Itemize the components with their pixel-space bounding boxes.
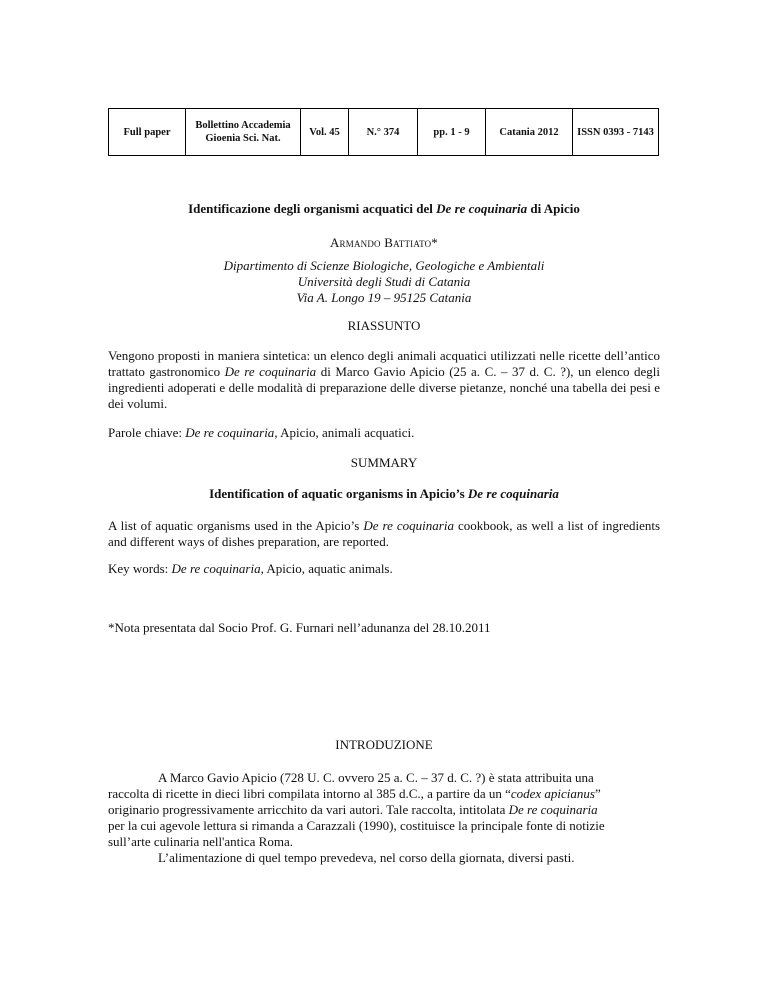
- author-name: Armando Battiato*: [329, 235, 439, 250]
- intro-text: raccolta di ricette in dieci libri compilata intorno al 385 d.C., a partire da un “: [108, 786, 511, 801]
- summary-subtitle: [0, 486, 768, 502]
- summary-paragraph: [108, 518, 660, 550]
- riassunto-text: pietanze, nonché una tabella dei pesi e dei volumi.: [108, 380, 660, 411]
- keywords-label: Key words:: [108, 561, 172, 576]
- header-journal-cell: [186, 109, 301, 156]
- affiliation-line: Dipartimento di Scienze Biologiche, Geologiche e Ambientali: [223, 258, 545, 273]
- title-text-end: di Apicio: [527, 201, 580, 216]
- title-italic: De re coquinaria: [436, 201, 528, 216]
- header-type-cell: Full paper: [109, 109, 186, 156]
- intro-heading: INTRODUZIONE: [335, 737, 433, 752]
- riassunto-text: Vengono proposti in maniera sintetica: un elenco degli animali acquatici utilizzati nelle ricette: [108, 348, 601, 363]
- keywords-text: , Apicio, animali acquatici.: [274, 425, 415, 440]
- summary-heading: SUMMARY: [350, 455, 418, 470]
- intro-text: ”: [594, 786, 601, 801]
- header-volume-cell: Vol. 45: [301, 109, 349, 156]
- keywords-italic: De re coquinaria: [171, 561, 261, 576]
- title-text: Identificazione degli organismi acquatici del: [188, 201, 437, 216]
- header-issn-cell: ISSN 0393 - 7143: [573, 109, 659, 156]
- summary-text: A list of aquatic organisms used in the Apicio’s: [108, 518, 364, 533]
- intro-line: sull’arte culinaria nell'antica Roma.: [108, 834, 293, 849]
- keywords-text: , Apicio, aquatic animals.: [260, 561, 393, 576]
- riassunto-text: C. ?), un elenco degli ingredienti adoperati e delle modalità di preparazione delle diverse: [108, 364, 660, 395]
- keywords-label: Parole chiave:: [108, 425, 186, 440]
- riassunto-heading: RIASSUNTO: [347, 318, 421, 333]
- summary-subtitle-text: Identification of aquatic organisms in Apicio’s: [209, 486, 468, 501]
- riassunto-text: dell’antico trattato gastronomico: [108, 348, 660, 379]
- summary-text: ingredients and different ways of dishes preparation, are reported.: [108, 518, 661, 549]
- summary-keywords: [108, 561, 660, 577]
- affiliation: [0, 258, 768, 306]
- riassunto-paragraph: [108, 348, 660, 412]
- journal-name: Bollettino Accademia Gioenia Sci. Nat.: [195, 120, 291, 144]
- intro-text: originario progressivamente arricchito da vari autori. Tale raccolta, intitolata: [108, 802, 509, 817]
- riassunto-italic: De re coquinaria: [224, 364, 317, 379]
- header-table: [108, 108, 659, 156]
- riassunto-text: di Marco Gavio Apicio (25 a. C. – 37 d.: [316, 364, 540, 379]
- intro-line: [108, 786, 660, 802]
- riassunto-keywords: [108, 425, 660, 441]
- intro-line: L’alimentazione di quel tempo prevedeva, nel corso della giornata, diversi pasti.: [158, 850, 575, 865]
- affiliation-line: Via A. Longo 19 – 95125 Catania: [296, 290, 472, 305]
- intro-paragraph: [108, 770, 660, 866]
- intro-italic: codex apicianus: [510, 786, 595, 801]
- intro-line: A Marco Gavio Apicio (728 U. C. ovvero 25 a. C. – 37 d. C. ?) è stata attribuita una: [158, 770, 594, 785]
- summary-subtitle-italic: De re coquinaria: [467, 486, 559, 501]
- affiliation-line: Università degli Studi di Catania: [297, 274, 471, 289]
- intro-line: [108, 802, 660, 818]
- paper-title: [0, 201, 768, 217]
- summary-italic: De re coquinaria: [363, 518, 454, 533]
- intro-line: per la cui agevole lettura si rimanda a Carazzali (1990), costituisce la principale fonte di notizie: [108, 818, 605, 833]
- keywords-italic: De re coquinaria: [185, 425, 275, 440]
- header-number-cell: N.° 374: [349, 109, 418, 156]
- intro-italic: De re coquinaria: [508, 802, 598, 817]
- header-pages-cell: pp. 1 - 9: [418, 109, 486, 156]
- summary-text: cookbook, as well a list of: [453, 518, 599, 533]
- footnote: *Nota presentata dal Socio Prof. G. Furnari nell’adunanza del 28.10.2011: [108, 620, 491, 635]
- header-place-year-cell: Catania 2012: [486, 109, 573, 156]
